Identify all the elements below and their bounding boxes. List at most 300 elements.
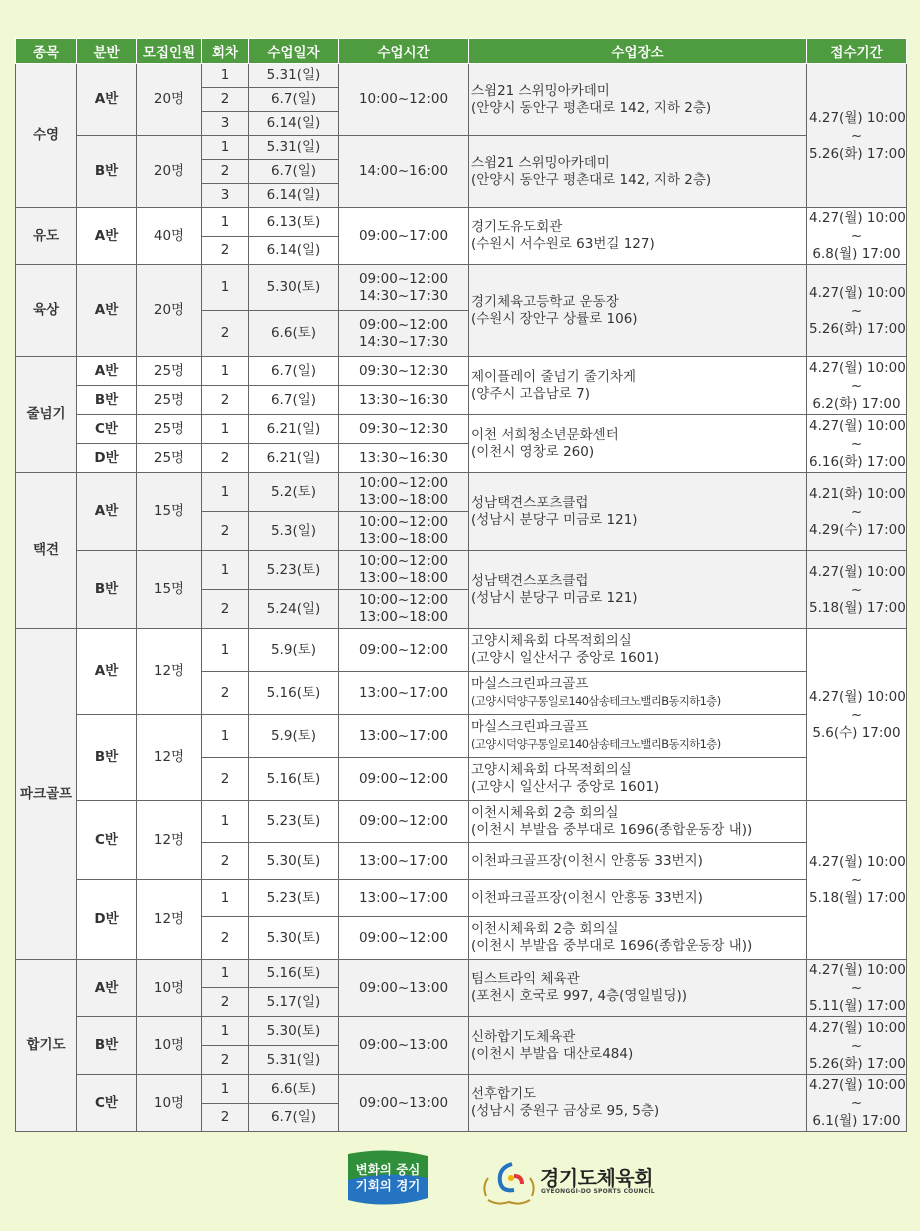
session-number: 2 xyxy=(202,311,249,357)
class-place xyxy=(469,672,807,715)
session-number: 1 xyxy=(202,801,249,843)
period-tilde: ~ xyxy=(850,980,863,996)
header-period: 접수기간 xyxy=(807,39,907,64)
header-place: 수업장소 xyxy=(469,39,807,64)
class-group: D반 xyxy=(77,444,137,473)
class-group: B반 xyxy=(77,1017,137,1075)
period-end: 5.26(화) 17:00 xyxy=(809,145,906,162)
place-name: 경기체육고등학교 운동장 xyxy=(471,293,619,310)
session-number: 1 xyxy=(202,880,249,917)
class-group: A반 xyxy=(77,265,137,357)
table-row xyxy=(16,551,907,590)
place-address: (고양시덕양구통일로140삼송테크노밸리B동지하1층) xyxy=(471,694,721,708)
class-place xyxy=(469,551,807,629)
period-tilde: ~ xyxy=(850,1095,863,1111)
class-date: 5.23(토) xyxy=(249,801,339,843)
period-start: 4.27(월) 10:00 xyxy=(809,284,906,301)
table-row xyxy=(16,64,907,88)
class-time xyxy=(339,1017,469,1075)
capacity: 10명 xyxy=(137,1017,202,1075)
class-date: 5.31(일) xyxy=(249,1046,339,1075)
time-line: 10:00~12:00 xyxy=(358,91,449,107)
period-tilde: ~ xyxy=(850,377,863,394)
class-date: 5.16(토) xyxy=(249,758,339,801)
session-number: 1 xyxy=(202,208,249,237)
class-date: 5.9(토) xyxy=(249,715,339,758)
sport-group-hapkido xyxy=(16,960,907,1132)
time-line: 09:00~12:00 xyxy=(358,813,449,829)
place-address: (고양시덕양구통일로140삼송테크노밸리B동지하1층) xyxy=(471,737,721,751)
place-address: (안양시 동안구 평촌대로 142, 지하 2층) xyxy=(471,99,712,116)
place-name: 이천파크골프장(이천시 안흥동 33번지) xyxy=(471,889,703,906)
slogan-line-2: 기회의 경기 xyxy=(355,1178,421,1193)
period-tilde: ~ xyxy=(850,503,863,520)
class-place xyxy=(469,1075,807,1132)
period-start: 4.27(월) 10:00 xyxy=(809,688,906,705)
place-address: (성남시 분당구 미금로 121) xyxy=(471,511,638,528)
period-end: 4.29(수) 17:00 xyxy=(809,521,906,538)
period-start: 4.27(월) 10:00 xyxy=(809,1077,906,1093)
place-address: (성남시 분당구 미금로 121) xyxy=(471,589,638,606)
class-time xyxy=(339,473,469,512)
class-time xyxy=(339,629,469,672)
class-time xyxy=(339,1075,469,1132)
sport-group-judo xyxy=(16,208,907,265)
time-line: 10:00~12:00 xyxy=(358,475,449,491)
period-tilde: ~ xyxy=(850,302,863,319)
class-group: B반 xyxy=(77,715,137,801)
registration-period xyxy=(807,1017,907,1075)
class-group: B반 xyxy=(77,551,137,629)
class-time xyxy=(339,208,469,265)
table-row xyxy=(16,208,907,237)
registration-period xyxy=(807,64,907,208)
period-start: 4.27(월) 10:00 xyxy=(809,359,906,376)
capacity: 40명 xyxy=(137,208,202,265)
period-end: 6.8(월) 17:00 xyxy=(812,246,901,262)
class-date: 6.7(일) xyxy=(249,386,339,415)
capacity: 25명 xyxy=(137,357,202,386)
time-line: 14:30~17:30 xyxy=(358,333,449,350)
class-date: 5.30(토) xyxy=(249,1017,339,1046)
place-address: (양주시 고읍남로 7) xyxy=(471,385,590,402)
capacity: 20명 xyxy=(137,64,202,136)
session-number: 2 xyxy=(202,237,249,265)
place-address: (고양시 일산서구 중앙로 1601) xyxy=(471,779,660,795)
sport-group-swimming xyxy=(16,64,907,208)
period-end: 6.1(월) 17:00 xyxy=(812,1113,901,1129)
sport-group-athletics xyxy=(16,265,907,357)
place-name: 성남택견스포츠클럽 xyxy=(471,572,589,589)
class-place xyxy=(469,265,807,357)
time-line: 09:00~13:00 xyxy=(358,1037,449,1053)
header-group: 분반 xyxy=(77,39,137,64)
sport-name: 유도 xyxy=(16,208,77,265)
registration-period xyxy=(807,415,907,473)
time-line: 13:30~16:30 xyxy=(358,391,449,408)
class-group: B반 xyxy=(77,386,137,415)
registration-period xyxy=(807,1075,907,1132)
class-date: 5.16(토) xyxy=(249,672,339,715)
table-row xyxy=(16,629,907,672)
capacity: 12명 xyxy=(137,880,202,960)
class-group: C반 xyxy=(77,415,137,444)
place-name: 마실스크린파크골프 xyxy=(471,676,589,692)
slogan-logo xyxy=(342,1148,434,1208)
session-number: 1 xyxy=(202,64,249,88)
time-line: 14:00~16:00 xyxy=(358,163,449,179)
capacity: 10명 xyxy=(137,1075,202,1132)
class-date: 6.21(일) xyxy=(249,415,339,444)
class-date: 5.31(일) xyxy=(249,64,339,88)
class-time xyxy=(339,265,469,311)
class-time xyxy=(339,880,469,917)
sport-name: 택견 xyxy=(16,473,77,629)
period-end: 5.26(화) 17:00 xyxy=(809,320,906,337)
org-name: 경기도체육회 xyxy=(540,1166,653,1190)
class-date: 6.7(일) xyxy=(249,1104,339,1132)
registration-period xyxy=(807,208,907,265)
table-row xyxy=(16,1075,907,1104)
capacity: 10명 xyxy=(137,960,202,1017)
class-time xyxy=(339,960,469,1017)
period-start: 4.27(월) 10:00 xyxy=(809,1019,906,1036)
class-date: 5.3(일) xyxy=(249,512,339,551)
header-capacity: 모집인원 xyxy=(137,39,202,64)
class-group: C반 xyxy=(77,1075,137,1132)
class-date: 5.24(일) xyxy=(249,590,339,629)
place-name: 이천 서희청소년문화센터 xyxy=(471,426,619,443)
session-number: 1 xyxy=(202,357,249,386)
table-row xyxy=(16,357,907,386)
capacity: 20명 xyxy=(137,265,202,357)
session-number: 2 xyxy=(202,88,249,112)
table-row xyxy=(16,960,907,988)
class-place xyxy=(469,960,807,1017)
class-time xyxy=(339,512,469,551)
period-end: 6.16(화) 17:00 xyxy=(809,453,906,470)
class-date: 6.14(일) xyxy=(249,184,339,208)
class-date: 5.31(일) xyxy=(249,136,339,160)
class-time xyxy=(339,917,469,960)
period-end: 5.6(수) 17:00 xyxy=(812,724,901,741)
time-line: 09:00~12:00 xyxy=(358,929,449,946)
place-address: (수원시 서수원로 63번길 127) xyxy=(471,236,655,252)
class-group: A반 xyxy=(77,64,137,136)
class-time xyxy=(339,715,469,758)
capacity: 25명 xyxy=(137,444,202,473)
class-group: A반 xyxy=(77,473,137,551)
place-address: (수원시 장안구 상률로 106) xyxy=(471,310,638,327)
sports-council-emblem-icon xyxy=(478,1156,540,1206)
capacity: 15명 xyxy=(137,473,202,551)
session-number: 1 xyxy=(202,136,249,160)
class-date: 6.6(토) xyxy=(249,311,339,357)
class-time xyxy=(339,136,469,208)
place-name: 신하합기도체육관 xyxy=(471,1028,576,1045)
registration-period xyxy=(807,473,907,551)
class-schedule-table xyxy=(15,38,907,1132)
place-name: 이천시체육회 2층 회의실 xyxy=(471,804,619,821)
period-start: 4.21(화) 10:00 xyxy=(809,485,906,502)
time-line: 09:00~13:00 xyxy=(358,979,449,996)
table-row xyxy=(16,1017,907,1046)
period-tilde: ~ xyxy=(850,581,863,598)
registration-period xyxy=(807,265,907,357)
class-time xyxy=(339,415,469,444)
session-number: 2 xyxy=(202,386,249,415)
capacity: 25명 xyxy=(137,415,202,444)
place-name: 제이플레이 줄넘기 줄기차게 xyxy=(471,368,637,385)
place-name: 성남택견스포츠클럽 xyxy=(471,494,589,511)
place-address: (안양시 동안구 평촌대로 142, 지하 2층) xyxy=(471,171,712,188)
session-number: 2 xyxy=(202,1046,249,1075)
header-time: 수업시간 xyxy=(339,39,469,64)
table-row xyxy=(16,136,907,160)
class-place xyxy=(469,917,807,960)
time-line: 09:00~12:00 xyxy=(358,270,449,287)
table-row xyxy=(16,265,907,311)
time-line: 14:30~17:30 xyxy=(358,287,449,304)
class-date: 5.30(토) xyxy=(249,843,339,880)
class-group: B반 xyxy=(77,136,137,208)
class-group: C반 xyxy=(77,801,137,880)
class-time xyxy=(339,590,469,629)
place-address: (이천시 부발읍 중부대로 1696(종합운동장 내)) xyxy=(471,938,753,954)
class-date: 6.7(일) xyxy=(249,160,339,184)
table-row xyxy=(16,415,907,444)
time-line: 13:00~17:00 xyxy=(358,684,449,701)
time-line: 13:00~18:00 xyxy=(358,492,449,508)
period-tilde: ~ xyxy=(850,435,863,452)
class-time xyxy=(339,801,469,843)
table-header-row xyxy=(16,39,907,64)
table-row xyxy=(16,473,907,512)
period-tilde: ~ xyxy=(850,228,863,244)
place-address: (성남시 중원구 금상로 95, 5층) xyxy=(471,1103,660,1119)
class-time xyxy=(339,64,469,136)
time-line: 13:00~18:00 xyxy=(358,531,449,547)
session-number: 1 xyxy=(202,473,249,512)
class-place xyxy=(469,136,807,208)
period-start: 4.27(월) 10:00 xyxy=(809,854,906,870)
registration-period xyxy=(807,629,907,801)
class-place xyxy=(469,843,807,880)
session-number: 2 xyxy=(202,917,249,960)
sport-name: 수영 xyxy=(16,64,77,208)
sport-name: 줄넘기 xyxy=(16,357,77,473)
place-name: 팀스트라익 체육관 xyxy=(471,971,580,987)
period-start: 4.27(월) 10:00 xyxy=(809,109,906,126)
class-place xyxy=(469,357,807,415)
registration-period xyxy=(807,960,907,1017)
sport-group-jump-rope xyxy=(16,357,907,473)
time-line: 09:30~12:30 xyxy=(358,420,449,437)
class-date: 5.30(토) xyxy=(249,917,339,960)
class-date: 6.7(일) xyxy=(249,88,339,112)
session-number: 2 xyxy=(202,590,249,629)
class-time xyxy=(339,672,469,715)
time-line: 09:00~12:00 xyxy=(358,641,449,658)
time-line: 09:00~13:00 xyxy=(358,1094,449,1111)
registration-period xyxy=(807,357,907,415)
session-number: 1 xyxy=(202,415,249,444)
period-end: 5.18(월) 17:00 xyxy=(809,890,906,906)
session-number: 2 xyxy=(202,988,249,1017)
place-address: (포천시 호국로 997, 4층(영일빌딩)) xyxy=(471,988,688,1004)
class-time xyxy=(339,311,469,357)
place-address: (이천시 부발읍 대산로484) xyxy=(471,1045,634,1062)
class-date: 6.14(일) xyxy=(249,237,339,265)
session-number: 1 xyxy=(202,715,249,758)
period-start: 4.27(월) 10:00 xyxy=(809,563,906,580)
time-line: 13:30~16:30 xyxy=(358,449,449,466)
period-end: 5.26(화) 17:00 xyxy=(809,1055,906,1072)
place-address: (이천시 영창로 260) xyxy=(471,443,595,460)
class-group: D반 xyxy=(77,880,137,960)
class-date: 5.9(토) xyxy=(249,629,339,672)
registration-period xyxy=(807,801,907,960)
place-address: (이천시 부발읍 중부대로 1696(종합운동장 내)) xyxy=(471,821,753,838)
class-group: A반 xyxy=(77,208,137,265)
capacity: 20명 xyxy=(137,136,202,208)
class-place xyxy=(469,64,807,136)
period-end: 5.11(월) 17:00 xyxy=(809,998,906,1014)
time-line: 13:00~18:00 xyxy=(358,609,449,625)
place-name: 고양시체육회 다목적회의실 xyxy=(471,762,632,778)
session-number: 2 xyxy=(202,444,249,473)
time-line: 13:00~17:00 xyxy=(358,852,449,869)
class-date: 5.2(토) xyxy=(249,473,339,512)
class-place xyxy=(469,629,807,672)
sport-name: 합기도 xyxy=(16,960,77,1132)
class-date: 5.30(토) xyxy=(249,265,339,311)
place-name: 스윔21 스위밍아카데미 xyxy=(471,82,610,99)
class-place xyxy=(469,801,807,843)
registration-period xyxy=(807,551,907,629)
period-start: 4.27(월) 10:00 xyxy=(809,417,906,434)
time-line: 09:00~17:00 xyxy=(358,227,449,244)
session-number: 1 xyxy=(202,1075,249,1104)
capacity: 12명 xyxy=(137,801,202,880)
period-tilde: ~ xyxy=(850,872,863,888)
session-number: 2 xyxy=(202,843,249,880)
table-row xyxy=(16,715,907,758)
class-place xyxy=(469,758,807,801)
period-tilde: ~ xyxy=(850,127,863,144)
class-time xyxy=(339,444,469,473)
time-line: 10:00~12:00 xyxy=(358,592,449,608)
period-end: 6.2(화) 17:00 xyxy=(812,395,901,412)
slogan-line-1: 변화의 중심 xyxy=(355,1162,421,1177)
place-name: 이천시체육회 2층 회의실 xyxy=(471,921,619,937)
sport-group-taekkyeon xyxy=(16,473,907,629)
period-end: 5.18(월) 17:00 xyxy=(809,599,906,616)
class-time xyxy=(339,843,469,880)
capacity: 12명 xyxy=(137,715,202,801)
place-address: (고양시 일산서구 중앙로 1601) xyxy=(471,650,660,666)
time-line: 10:00~12:00 xyxy=(358,514,449,530)
period-tilde: ~ xyxy=(850,1037,863,1054)
session-number: 3 xyxy=(202,184,249,208)
time-line: 09:00~12:00 xyxy=(358,770,449,787)
session-number: 2 xyxy=(202,758,249,801)
time-line: 13:00~17:00 xyxy=(358,889,449,906)
footer xyxy=(0,1148,920,1218)
class-time xyxy=(339,551,469,590)
session-number: 2 xyxy=(202,1104,249,1132)
time-line: 09:30~12:30 xyxy=(358,362,449,379)
session-number: 1 xyxy=(202,1017,249,1046)
time-line: 13:00~17:00 xyxy=(358,727,449,744)
class-group: A반 xyxy=(77,357,137,386)
class-date: 5.16(토) xyxy=(249,960,339,988)
header-sport: 종목 xyxy=(16,39,77,64)
sport-group-park-golf xyxy=(16,629,907,960)
session-number: 1 xyxy=(202,629,249,672)
session-number: 2 xyxy=(202,672,249,715)
class-date: 5.23(토) xyxy=(249,880,339,917)
class-group: A반 xyxy=(77,629,137,715)
session-number: 2 xyxy=(202,512,249,551)
time-line: 09:00~12:00 xyxy=(358,316,449,333)
header-date: 수업일자 xyxy=(249,39,339,64)
place-name: 고양시체육회 다목적회의실 xyxy=(471,633,632,649)
capacity: 25명 xyxy=(137,386,202,415)
class-date: 6.13(토) xyxy=(249,208,339,237)
class-group: A반 xyxy=(77,960,137,1017)
class-time xyxy=(339,758,469,801)
class-date: 5.23(토) xyxy=(249,551,339,590)
class-place xyxy=(469,1017,807,1075)
session-number: 1 xyxy=(202,551,249,590)
class-place xyxy=(469,415,807,473)
class-date: 5.17(일) xyxy=(249,988,339,1017)
place-name: 마실스크린파크골프 xyxy=(471,719,589,735)
table-row xyxy=(16,801,907,843)
session-number: 1 xyxy=(202,265,249,311)
time-line: 10:00~12:00 xyxy=(358,553,449,569)
class-time xyxy=(339,357,469,386)
org-name-english: GYEONGGI-DO SPORTS COUNCIL xyxy=(541,1188,655,1195)
capacity: 12명 xyxy=(137,629,202,715)
class-date: 6.7(일) xyxy=(249,357,339,386)
place-name: 이천파크골프장(이천시 안흥동 33번지) xyxy=(471,852,703,869)
place-name: 선후합기도 xyxy=(471,1086,537,1102)
session-number: 3 xyxy=(202,112,249,136)
class-place xyxy=(469,473,807,551)
header-session: 회차 xyxy=(202,39,249,64)
sport-name: 육상 xyxy=(16,265,77,357)
period-start: 4.27(월) 10:00 xyxy=(809,210,906,226)
table-row xyxy=(16,880,907,917)
class-date: 6.6(토) xyxy=(249,1075,339,1104)
session-number: 2 xyxy=(202,160,249,184)
capacity: 15명 xyxy=(137,551,202,629)
place-name: 스윔21 스위밍아카데미 xyxy=(471,154,610,171)
class-date: 6.14(일) xyxy=(249,112,339,136)
time-line: 13:00~18:00 xyxy=(358,570,449,586)
period-tilde: ~ xyxy=(850,706,863,723)
class-place xyxy=(469,880,807,917)
place-name: 경기도유도회관 xyxy=(471,219,563,235)
session-number: 1 xyxy=(202,960,249,988)
class-date: 6.21(일) xyxy=(249,444,339,473)
class-time xyxy=(339,386,469,415)
class-place xyxy=(469,715,807,758)
period-start: 4.27(월) 10:00 xyxy=(809,962,906,978)
class-place xyxy=(469,208,807,265)
